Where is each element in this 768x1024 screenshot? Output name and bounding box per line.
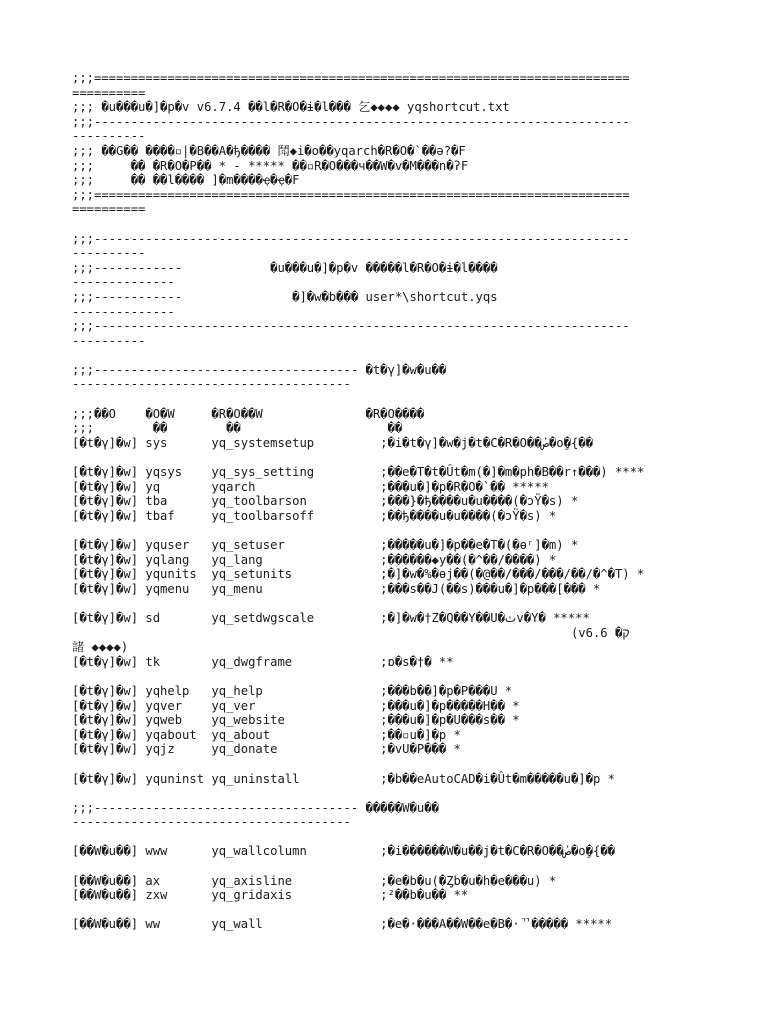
text-line: ;;;------------------------------------ �t�γ]�w�u�� (72, 362, 447, 377)
text-line: ;;; �� �� �� (72, 421, 403, 436)
text-line: [��W�u��] ww yq_wall ;�e�·���A��W��e�B�·ᄁ����� ***** (72, 917, 613, 932)
text-line: [�t�γ]�w] yqlang yq_lang ;������◆y��(�^��/����) * (72, 552, 557, 567)
text-line: ---------- (72, 129, 146, 144)
text-line: [�t�γ]�w] yqweb yq_website ;���u�]�p�U���s�� * (72, 713, 520, 728)
text-line: -------------------------------------- (72, 377, 351, 392)
text-line: [�t�γ]�w] yqjz yq_donate ;�vU�P��� * (72, 742, 461, 757)
text-line: ;;;------------ �]�w�b��� user*\shortcut.yqs (72, 289, 498, 304)
text-line: ;;;------------------------------------ �����W�u�� (72, 800, 439, 815)
text-line: ;;; ��G�� ����▫|�B��A�ђ���� 鬦◆i�o��yqarch�R�O�`��ə?�F (72, 143, 466, 158)
text-line: [�t�γ]�w] tba yq_toolbarson ;���}�ђ����u�u����(�ɔŸ�s) * (72, 494, 579, 509)
text-line: [�t�γ]�w] yqhelp yq_help ;���b��]�p�P���U * (72, 683, 513, 698)
text-line: ;;;------------------------------------------------------------------------- (72, 114, 630, 129)
text-line: ;;;========================================================================= (72, 187, 630, 202)
text-line: [�t�γ]�w] yquser yq_setuser ;�����u�]�p��e�T�(�ɵʳ]�m) * (72, 538, 579, 552)
text-line: [�t�γ]�w] tk yq_dwgframe ;ɒ�s�†� ** (72, 654, 454, 669)
text-line (72, 859, 712, 874)
text-line: -------------------------------------- (72, 815, 351, 830)
text-line: [�t�γ]�w] yqunits yq_setunits ;�]�w�%�ɵj��(�@��/���/���/��/�^�T) * (72, 567, 645, 582)
text-line: ========== (72, 202, 146, 217)
text-line: (v6.6 �ק (72, 625, 630, 640)
text-line (72, 450, 712, 465)
text-line (72, 830, 712, 845)
text-line: -------------- (72, 304, 175, 319)
text-line: ;;;��O �O�W �R�O��W �R�O���� (72, 406, 425, 421)
text-line: [�t�γ]�w] sys yq_systemsetup ;�i�t�γ]�w�j�t�C�R�O��ܳص�o�ٍ{�� (72, 435, 593, 450)
text-line: [�t�γ]�w] tbaf yq_toolbarsoff ;��ђ����u�u����(�ɔŸ�s) * (72, 508, 557, 523)
text-line (72, 757, 712, 772)
text-line: [��W�u��] zxw yq_gridaxis ;²��b�u�� ** (72, 888, 469, 903)
text-line: [�t�γ]�w] yq yqarch ;���u�]�p�R�O�`�� ***** (72, 479, 549, 494)
text-line: ;;; �u���u�]�p�v v6.7.4 ��l�R�O�ɨ�l��� 乞◆◆◆◆ yqshortcut.txt (72, 100, 510, 115)
shortcut-file-text (72, 71, 712, 932)
text-line: ---------- (72, 333, 146, 348)
text-line (72, 523, 712, 538)
text-line (72, 217, 712, 232)
text-line: ;;;------------ �u���u�]�p�v �����l�R�O�ɨ�l���� (72, 260, 498, 275)
text-line: [�t�γ]�w] yqabout yq_about ;��▫u�]�p * (72, 727, 461, 742)
text-line: [�t�γ]�w] yqmenu yq_menu ;���s��J(��s)���u�]�p���[��� * (72, 581, 601, 596)
text-line: ;;;========================================================================= (72, 71, 630, 85)
text-line: ---------- (72, 246, 146, 261)
text-line: [��W�u��] www yq_wallcolumn ;�i������W�u��j�t�C�R�O��ܳص�o�ٍ{�� (72, 844, 615, 859)
text-line: 諸 ◆◆◆◆) (72, 640, 129, 655)
text-line: ========== (72, 85, 146, 100)
text-line (72, 669, 712, 684)
text-line (72, 596, 712, 611)
text-line: [�t�γ]�w] yqver yq_ver ;���u�]�p�����H�� * (72, 698, 520, 713)
text-line: [�t�γ]�w] yquninst yq_uninstall ;�b��eAutoCAD�i�Ût�m�����u�]�p * (72, 771, 615, 786)
text-line (72, 392, 712, 407)
text-line: -------------- (72, 275, 175, 290)
text-line (72, 903, 712, 918)
text-line (72, 348, 712, 363)
text-line: ;;; �� ��l���� ]�m����ҿ�ҿ�F (72, 173, 300, 188)
text-line: [�t�γ]�w] yqsys yq_sys_setting ;��e�T�t�Ût�m(�]�m�ph�B��r↑���) **** (72, 465, 645, 480)
text-line: ;;;------------------------------------------------------------------------- (72, 319, 630, 334)
text-line: [�t�γ]�w] sd yq_setdwgscale ;�]�w�†Z�Q��Y��U�ٽv�Y� ***** (72, 610, 590, 625)
text-line: ;;;------------------------------------------------------------------------- (72, 231, 630, 246)
text-line: ;;; �� �R�O�P�� * - ***** ��▫R�O���ч��W�v�M���n�ʔF (72, 158, 469, 173)
text-line (72, 786, 712, 801)
text-line: [��W�u��] ax yq_axisline ;�e�b�u(�Ȥb�u�h�e���u) * (72, 873, 557, 888)
